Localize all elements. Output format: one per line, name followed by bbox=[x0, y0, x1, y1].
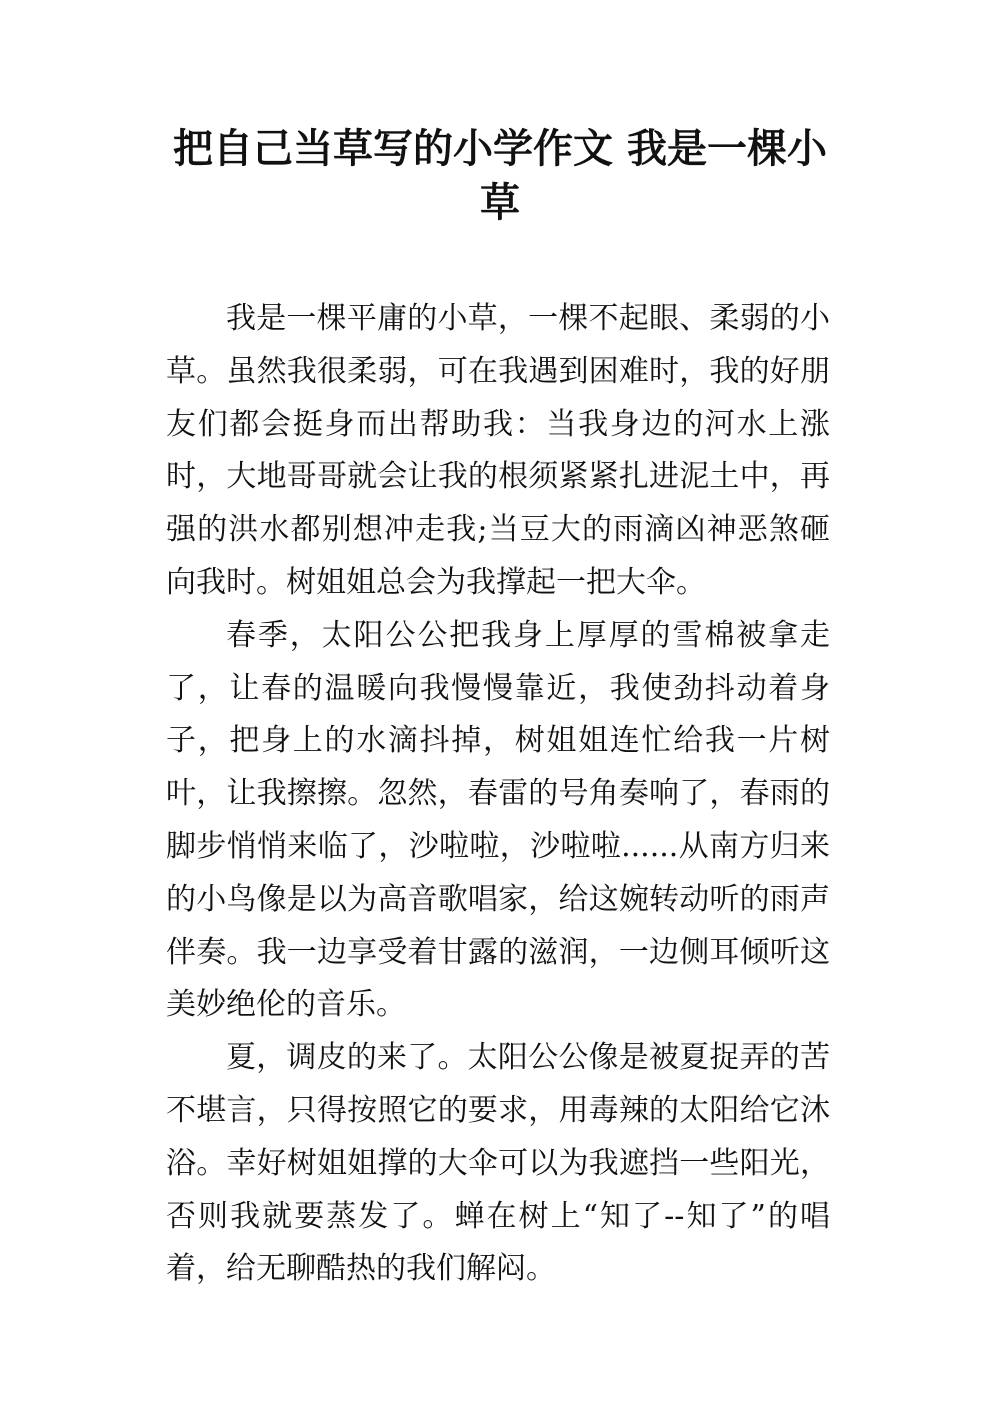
paragraph-3: 夏，调皮的来了。太阳公公像是被夏捉弄的苦不堪言，只得按照它的要求，用毒辣的太阳给它沐浴。幸好树姐姐撑的大伞可以为我遮挡一些阳光，否则我就要蒸发了。蝉在树上“知了--知了”的唱着，给无聊酷热的我们解闷。 bbox=[166, 1040, 830, 1287]
paragraph-1: 我是一棵平庸的小草，一棵不起眼、柔弱的小草。虽然我很柔弱，可在我遇到困难时，我的好朋友们都会挺身而出帮助我：当我身边的河水上涨时，大地哥哥就会让我的根须紧紧扎进泥土中，再强的洪水都别想冲走我;当豆大的雨滴凶神恶煞砸向我时。树姐姐总会为我撑起一把大伞。 bbox=[166, 301, 830, 600]
document-body bbox=[166, 293, 830, 1296]
document-title: 把自己当草写的小学作文 我是一棵小草 bbox=[173, 126, 827, 226]
paragraph-2: 春季，太阳公公把我身上厚厚的雪棉被拿走了，让春的温暖向我慢慢靠近，我使劲抖动着身子，把身上的水滴抖掉，树姐姐连忙给我一片树叶，让我擦擦。忽然，春雷的号角奏响了，春雨的脚步悄悄来临了，沙啦啦，沙啦啦......从南方归来的小鸟像是以为高音歌唱家，给这婉转动听的雨声伴奏。我一边享受着甘露的滋润，一边侧耳倾听这美妙绝伦的音乐。 bbox=[166, 617, 830, 1023]
